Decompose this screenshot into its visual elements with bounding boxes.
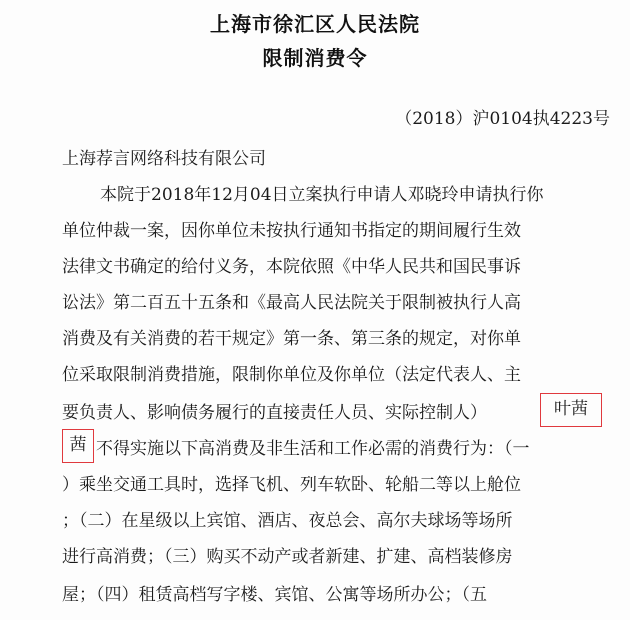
body-line-4: 讼法》第二百五十五条和《最高人民法院关于限制被执行人高 (62, 293, 521, 313)
body-line-11: 进行高消费；（三）购买不动产或者新建、扩建、高档装修房 (62, 547, 513, 567)
body-line-5: 消费及有关消费的若干规定》第一条、第三条的规定，对你单 (62, 329, 521, 349)
body-line-1: 本院于2018年12月04日立案执行申请人邓晓玲申请执行你 (100, 185, 544, 205)
recipient-company: 上海荐言网络科技有限公司 (62, 149, 266, 169)
body-line-7: 要负责人、影响债务履行的直接责任人员、实际控制人） (62, 403, 487, 423)
document-type-heading: 限制消费令 (262, 46, 368, 70)
body-line-8: 不得实施以下高消费及非生活和工作必需的消费行为：（一 (96, 439, 530, 459)
body-line-2: 单位仲裁一案，因你单位未按执行通知书指定的期间履行生效 (62, 221, 521, 241)
body-line-9: ）乘坐交通工具时，选择飞机、列车软卧、轮船二等以上舱位 (62, 475, 521, 495)
body-line-3: 法律文书确定的给付义务，本院依照《中华人民共和国民事诉 (62, 257, 521, 277)
body-line-10: ；（二）在星级以上宾馆、酒店、夜总会、高尔夫球场等场所 (62, 511, 513, 531)
case-number: （2018）沪0104执4223号 (395, 109, 610, 129)
highlighted-name-box-2: 茜 (62, 429, 94, 463)
body-line-6: 位采取限制消费措施，限制你单位及你单位（法定代表人、主 (62, 365, 521, 385)
body-line-12: 屋；（四）租赁高档写字楼、宾馆、公寓等场所办公；（五 (62, 585, 487, 605)
court-name-heading: 上海市徐汇区人民法院 (210, 12, 420, 36)
highlighted-name-box-1: 叶茜 (540, 393, 602, 427)
